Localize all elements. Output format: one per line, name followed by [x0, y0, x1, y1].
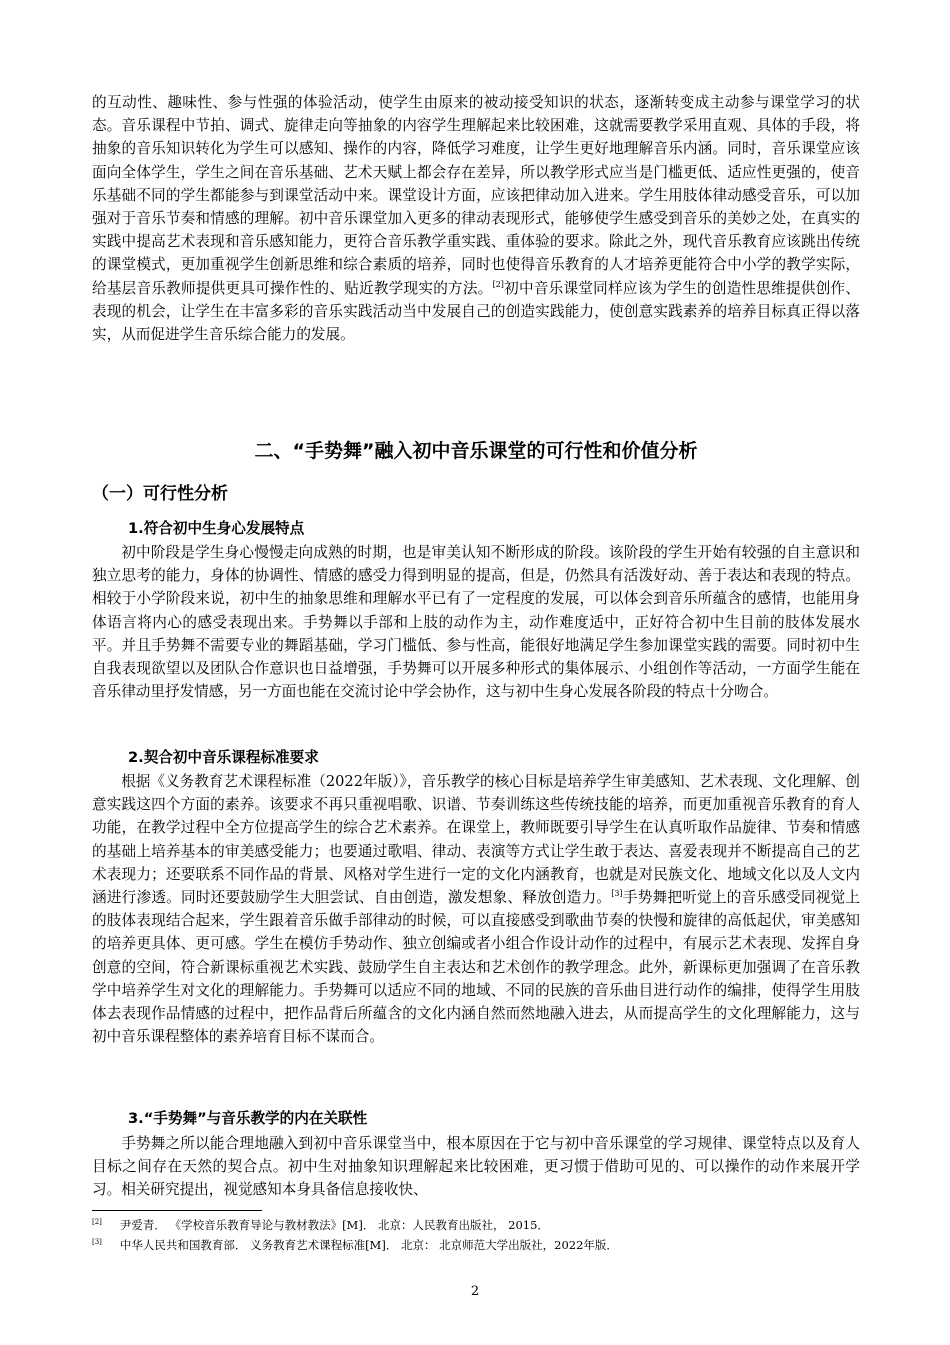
paragraph-text: 手势舞把听觉上的音乐感受同视觉上的肢体表现结合起来，学生跟着音乐做手部律动的时候，可以直接感受到歌曲节奏的快慢和旋律的高低起伏，审美感知的培养更具体、更可感。学生在模仿手势动作、独立创编或者小组合作设计动作的过程中，有展示艺术表现、发挥自身创意的空间，符合新课标重视艺术实践、鼓励学生自主表达和艺术创作的教学理念。此外，新课标更加强调了在音乐教学中培养学生对文化的理解能力。手势舞可以适应不同的地域、不同的民族的音乐曲目进行动作的编排，使得学生用肢体去表现作品情感的过程中，把作品背后所蕴含的文化内涵自然而然地融入进去，从而提高学生的文化理解能力，这与初中音乐课程整体的素养培育目标不谋而合。 — [92, 889, 860, 1046]
footnote-marker: [3] — [92, 1238, 102, 1247]
paragraph-intro-continuation — [92, 91, 860, 346]
footnote-text: 尹爱青． 《学校音乐教育导论与教材教法》[M]． 北京：人民教育出版社， 2015． — [119, 1218, 549, 1232]
citation-marker: [2] — [492, 279, 504, 289]
paragraph-point-2 — [92, 770, 860, 1048]
paragraph-point-1: 初中阶段是学生身心慢慢走向成熟的时期，也是审美认知不断形成的阶段。该阶段的学生开始有较强的自主意识和独立思考的能力，身体的协调性、情感的感受力得到明显的提高，但是，仍然具有活泼好动、善于表达和表现的特点。相较于小学阶段来说，初中生的抽象思维和理解水平已有了一定程度的发展，可以体会到音乐所蕴含的感情，也能用身体语言将内心的感受表现出来。手势舞以手部和上肢的动作为主，动作难度适中，正好符合初中生目前的肢体发展水平。并且手势舞不需要专业的舞蹈基础，学习门槛低、参与性高，能很好地满足学生参加课堂实践的需要。同时初中生自我表现欲望以及团队合作意识也日益增强，手势舞可以开展多种形式的集体展示、小组创作等活动，一方面学生能在音乐律动里抒发情感，另一方面也能在交流讨论中学会协作，这与初中生身心发展各阶段的特点十分吻合。 — [92, 544, 860, 701]
section-heading: 二、“手势舞”融入初中音乐课堂的可行性和价值分析 — [254, 440, 698, 462]
paragraph-text: 根据《义务教育艺术课程标准（2022年版）》，音乐教学的核心目标是培养学生审美感知、艺术表现、文化理解、创意实践这四个方面的素养。该要求不再只重视唱歌、识谱、节奏训练这些传统技能的培养，而更加重视音乐教育的育人功能，在教学过程中全方位提高学生的综合艺术素养。在课堂上，教师既要引导学生在认真听取作品旋律、节奏和情感的基础上培养基本的审美感受能力；也要通过歌唱、律动、表演等方式让学生敢于表达、喜爱表现并不断提高自己的艺术表现力；还要联系不同作品的背景、风格对学生进行一定的文化内涵教育，也就是对民族文化、地域文化以及人文内涵进行渗透。同时还要鼓励学生大胆尝试、自由创造，激发想象、释放创造力。 — [92, 773, 860, 907]
subsection-heading: （一）可行性分析 — [92, 484, 228, 504]
footnote-1 — [92, 1217, 549, 1233]
paragraph-text: 的互动性、趣味性、参与性强的体验活动，使学生由原来的被动接受知识的状态，逐渐转变成主动参与课堂学习的状态。音乐课程中节拍、调式、旋律走向等抽象的内容学生理解起来比较困难，这就需要教学采用直观、具体的手段，将抽象的音乐知识转化为学生可以感知、操作的内容，降低学习难度，让学生更好地理解音乐内涵。同时，音乐课堂应该面向全体学生，学生之间在音乐基础、艺术天赋上都会存在差异，所以教学形式应当是门槛更低、适应性更强的，使音乐基础不同的学生都能参与到课堂活动中来。课堂设计方面，应该把律动加入进来。学生用肢体律动感受音乐，可以加强对于音乐节奏和情感的理解。初中音乐课堂加入更多的律动表现形式，能够使学生感受到音乐的美妙之处，在真实的实践中提高艺术表现和音乐感知能力，更符合音乐教学重实践、重体验的要求。除此之外，现代音乐教育应该跳出传统的课堂模式，更加重视学生创新思维和综合素质的培养，同时也使得音乐教育的人才培养更能符合中小学的教学实际，给基层音乐教师提供更具可操作性的、贴近教学现实的方法。 — [92, 94, 860, 297]
footnote-text: 中华人民共和国教育部． 义务教育艺术课程标准[M]． 北京： 北京师范大学出版社，2022年版． — [119, 1238, 618, 1252]
point-heading-2: 2.契合初中音乐课程标准要求 — [128, 749, 319, 766]
point-heading-3: 3.“手势舞”与音乐教学的内在关联性 — [128, 1110, 368, 1127]
footnote-2 — [92, 1237, 618, 1253]
footnote-marker: [2] — [92, 1218, 102, 1227]
footnote-divider — [92, 1210, 262, 1211]
paragraph-text: 初中音乐课堂同样应该为学生的创造性思维提供创作、表现的机会，让学生在丰富多彩的音乐实践活动当中发展自己的创造实践能力，使创意实践素养的培养目标真正得以落实，从而促进学生音乐综合能力的发展。 — [92, 279, 860, 344]
point-heading-1: 1.符合初中生身心发展特点 — [128, 520, 305, 537]
paragraph-point-3: 手势舞之所以能合理地融入到初中音乐课堂当中，根本原因在于它与初中音乐课堂的学习规律、课堂特点以及育人目标之间存在天然的契合点。初中生对抽象知识理解起来比较困难，更习惯于借助可见的、可以操作的动作来展开学习。相关研究提出，视觉感知本身具备信息接收快、 — [92, 1135, 860, 1199]
citation-marker: [3] — [611, 889, 623, 899]
page-number: 2 — [470, 1284, 480, 1299]
